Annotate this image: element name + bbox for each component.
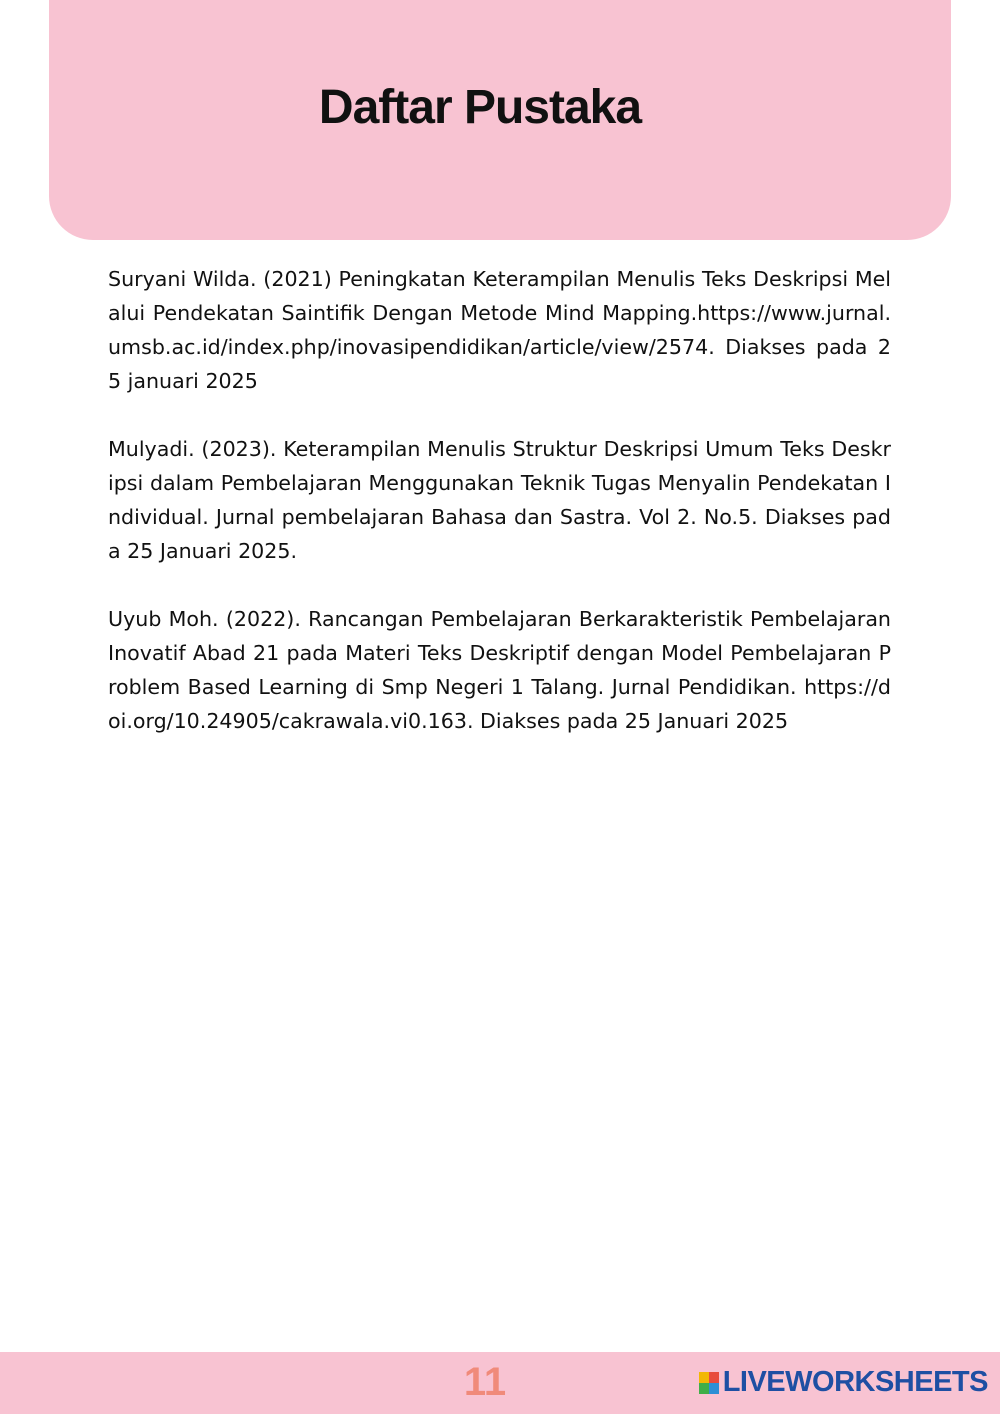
reference-item: Uyub Moh. (2022). Rancangan Pembelajaran Berkarakteristik Pembelajaran Inovatif Abad 21 pada Materi Teks Deskriptif dengan Model Pembelajaran Problem Based Learning di Smp Negeri 1 Talang. Jurnal Pendidikan. https://doi.org/10.24905/cakrawala.vi0.163. Diakses pada 25 Januari 2025: [108, 607, 891, 733]
reference-list: [108, 262, 891, 772]
header-band: [49, 0, 951, 240]
reference-item: Mulyadi. (2023). Keterampilan Menulis Struktur Deskripsi Umum Teks Deskripsi dalam Pembelajaran Menggunakan Teknik Tugas Menyalin Pendekatan Individual. Jurnal pembelajaran Bahasa dan Sastra. Vol 2. No.5. Diakses pada 25 Januari 2025.: [108, 437, 891, 563]
footer-band: [0, 1352, 1000, 1414]
reference-item: Suryani Wilda. (2021) Peningkatan Keterampilan Menulis Teks Deskripsi Melalui Pendekatan Saintifik Dengan Metode Mind Mapping.https://www.jurnal.umsb.ac.id/index.php/inovasipendidikan/article/view/2574. Diakses pada 25 januari 2025: [108, 267, 891, 393]
page-number: 11: [463, 1360, 507, 1404]
brand-link[interactable]: [699, 1366, 988, 1399]
page-title: Daftar Pustaka: [318, 81, 642, 134]
brand-name: LIVEWORKSHEETS: [722, 1366, 988, 1398]
liveworksheets-logo-icon: [699, 1372, 719, 1394]
